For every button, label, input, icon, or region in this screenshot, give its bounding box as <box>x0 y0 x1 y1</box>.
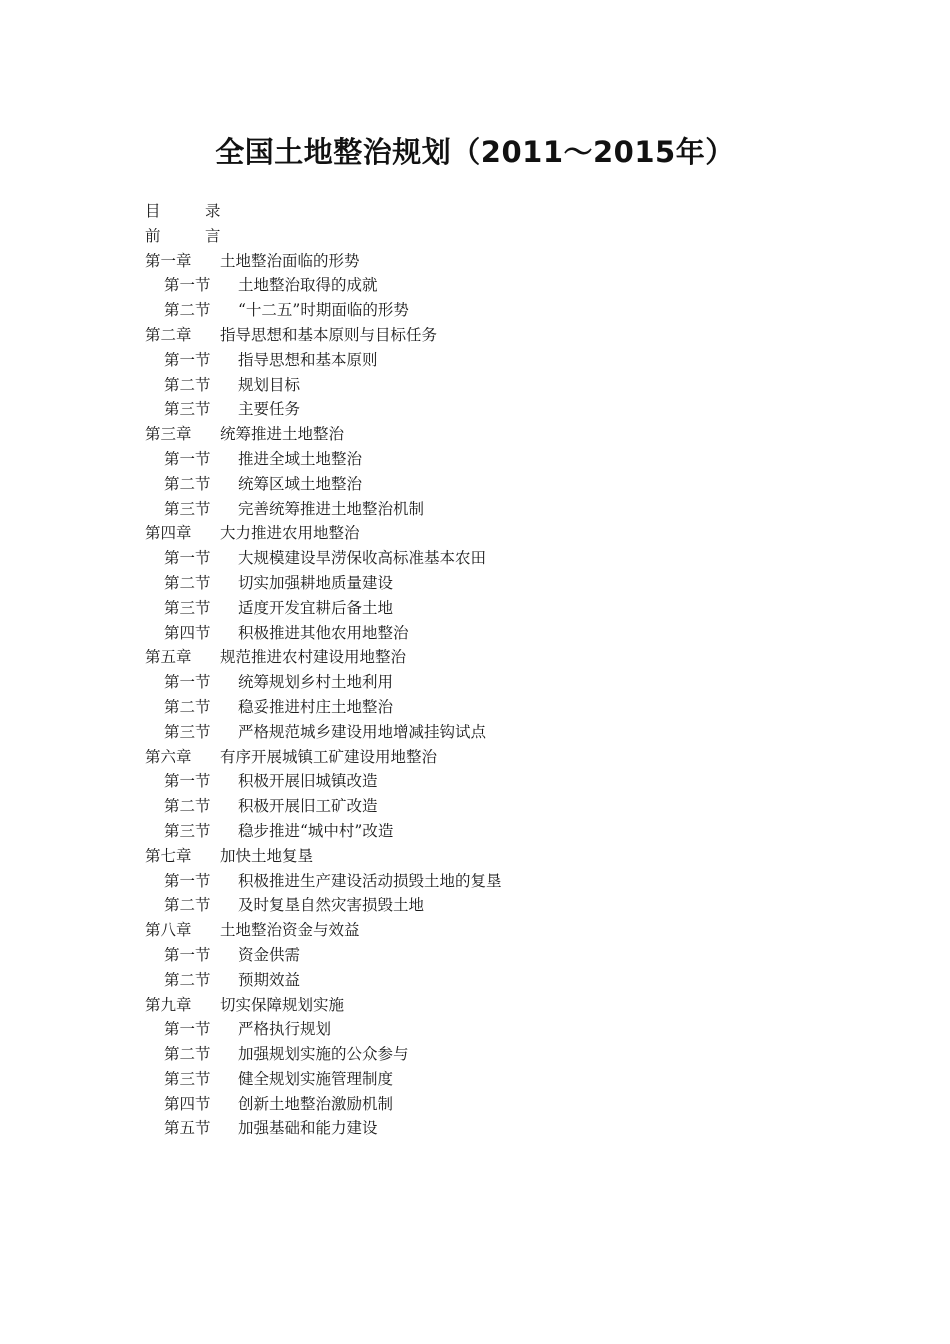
toc-front-item-title: 录 <box>205 202 221 220</box>
toc-section-number: 第二节 <box>164 797 211 816</box>
toc-section-number: 第一节 <box>164 772 211 791</box>
toc-chapter <box>145 993 845 1018</box>
toc-chapter-number: 第四章 <box>145 524 192 543</box>
toc-section <box>145 1017 845 1042</box>
toc-chapter-number: 第一章 <box>145 251 192 270</box>
toc-section-title: 加强基础和能力建设 <box>238 1119 378 1138</box>
toc-section <box>145 373 845 398</box>
toc-section-number: 第三节 <box>164 821 211 840</box>
toc-front-item-number: 前 <box>145 226 161 245</box>
toc-chapter-title: 规范推进农村建设用地整治 <box>220 648 407 667</box>
toc-section <box>145 273 845 298</box>
toc-section-number: 第二节 <box>164 896 211 915</box>
toc-section-title: 积极开展旧工矿改造 <box>238 797 378 816</box>
toc-chapter-title: 有序开展城镇工矿建设用地整治 <box>220 747 438 766</box>
toc-section <box>145 794 845 819</box>
toc-section <box>145 1092 845 1117</box>
toc-section-number: 第二节 <box>164 1045 211 1064</box>
toc-section-title: 稳妥推进村庄土地整治 <box>238 697 394 716</box>
toc-section-number: 第三节 <box>164 722 211 741</box>
toc-section-title: 统筹规划乡村土地利用 <box>238 673 394 692</box>
toc-section-title: 土地整治取得的成就 <box>238 276 378 295</box>
toc-section-title: 规划目标 <box>238 375 301 394</box>
toc-chapter-number: 第九章 <box>145 995 192 1014</box>
toc-section-number: 第一节 <box>164 549 211 568</box>
toc-chapter-number: 第六章 <box>145 747 192 766</box>
toc-section-number: 第四节 <box>164 1094 211 1113</box>
toc-chapter <box>145 521 845 546</box>
toc-section-number: 第四节 <box>164 623 211 642</box>
toc-section-title: 资金供需 <box>238 945 301 964</box>
toc-section <box>145 571 845 596</box>
toc-section-number: 第一节 <box>164 276 211 295</box>
toc-section-number: 第一节 <box>164 1020 211 1039</box>
toc-front-item <box>145 224 845 249</box>
toc-section-number: 第二节 <box>164 301 211 320</box>
toc-section <box>145 769 845 794</box>
toc-section-title: 创新土地整治激励机制 <box>238 1094 394 1113</box>
toc-section-title: 统筹区域土地整治 <box>238 474 363 493</box>
toc-section-title: 切实加强耕地质量建设 <box>238 573 394 592</box>
toc-section-title: 健全规划实施管理制度 <box>238 1069 394 1088</box>
toc-section-title: 积极推进其他农用地整治 <box>238 623 409 642</box>
toc-section-number: 第一节 <box>164 945 211 964</box>
toc-section-number: 第二节 <box>164 697 211 716</box>
toc-section-number: 第三节 <box>164 499 211 518</box>
toc-chapter-title: 统筹推进土地整治 <box>220 425 345 444</box>
toc-section-title: 推进全域土地整治 <box>238 449 363 468</box>
toc-chapter-title: 大力推进农用地整治 <box>220 524 360 543</box>
toc-chapter <box>145 323 845 348</box>
toc-section-number: 第五节 <box>164 1119 211 1138</box>
toc-chapter-number: 第二章 <box>145 325 192 344</box>
toc-section-title: 主要任务 <box>238 400 301 419</box>
toc-section <box>145 596 845 621</box>
toc-front-item-title: 言 <box>205 226 221 245</box>
toc-section-number: 第一节 <box>164 871 211 890</box>
toc-section <box>145 893 845 918</box>
toc-section-number: 第二节 <box>164 573 211 592</box>
document-title: 全国土地整治规划（2011～2015年） <box>215 135 735 169</box>
toc-section <box>145 447 845 472</box>
toc-section <box>145 348 845 373</box>
toc-section <box>145 497 845 522</box>
toc-section <box>145 819 845 844</box>
toc-section-title: 积极开展旧城镇改造 <box>238 772 378 791</box>
toc-section-number: 第一节 <box>164 449 211 468</box>
toc-chapter-title: 指导思想和基本原则与目标任务 <box>220 325 438 344</box>
toc-front-item <box>145 199 845 224</box>
toc-section-title: 完善统筹推进土地整治机制 <box>238 499 425 518</box>
toc-chapter <box>145 422 845 447</box>
toc-section <box>145 670 845 695</box>
toc-section <box>145 546 845 571</box>
toc-section-title: 适度开发宜耕后备土地 <box>238 598 394 617</box>
toc-chapter-number: 第七章 <box>145 846 192 865</box>
toc-section-number: 第三节 <box>164 598 211 617</box>
toc-section <box>145 397 845 422</box>
toc-section-title: 严格执行规划 <box>238 1020 332 1039</box>
toc-chapter <box>145 249 845 274</box>
toc-section-title: 及时复垦自然灾害损毁土地 <box>238 896 425 915</box>
toc-chapter-number: 第三章 <box>145 425 192 444</box>
toc-section <box>145 298 845 323</box>
toc-section-number: 第二节 <box>164 970 211 989</box>
toc-section-title: 预期效益 <box>238 970 301 989</box>
toc-section-number: 第二节 <box>164 474 211 493</box>
toc-chapter-title: 土地整治资金与效益 <box>220 921 360 940</box>
toc-section <box>145 695 845 720</box>
toc-section-title: 指导思想和基本原则 <box>238 350 378 369</box>
toc-section <box>145 1116 845 1141</box>
toc-section-title: 稳步推进“城中村”改造 <box>238 821 394 840</box>
toc-front-item-number: 目 <box>145 202 161 220</box>
toc-section-title: 加强规划实施的公众参与 <box>238 1045 409 1064</box>
toc-section-title: 积极推进生产建设活动损毁土地的复垦 <box>238 871 502 890</box>
toc-section-title: 严格规范城乡建设用地增减挂钩试点 <box>238 722 487 741</box>
toc-section-title: “十二五”时期面临的形势 <box>238 301 409 320</box>
toc-section <box>145 621 845 646</box>
toc-chapter <box>145 645 845 670</box>
toc-section-number: 第三节 <box>164 400 211 419</box>
toc-section-number: 第三节 <box>164 1069 211 1088</box>
toc-section <box>145 943 845 968</box>
toc-chapter-number: 第五章 <box>145 648 192 667</box>
toc-section-number: 第一节 <box>164 673 211 692</box>
toc-chapter <box>145 918 845 943</box>
toc-section-number: 第一节 <box>164 350 211 369</box>
table-of-contents <box>145 199 845 1141</box>
toc-chapter-title: 切实保障规划实施 <box>220 995 345 1014</box>
toc-section <box>145 1042 845 1067</box>
toc-chapter-title: 土地整治面临的形势 <box>220 251 360 270</box>
toc-section <box>145 968 845 993</box>
toc-section <box>145 869 845 894</box>
toc-section <box>145 472 845 497</box>
toc-chapter <box>145 844 845 869</box>
toc-section-number: 第二节 <box>164 375 211 394</box>
toc-section-title: 大规模建设旱涝保收高标准基本农田 <box>238 549 487 568</box>
toc-chapter-title: 加快土地复垦 <box>220 846 314 865</box>
toc-chapter <box>145 745 845 770</box>
toc-chapter-number: 第八章 <box>145 921 192 940</box>
toc-section <box>145 720 845 745</box>
toc-section <box>145 1067 845 1092</box>
